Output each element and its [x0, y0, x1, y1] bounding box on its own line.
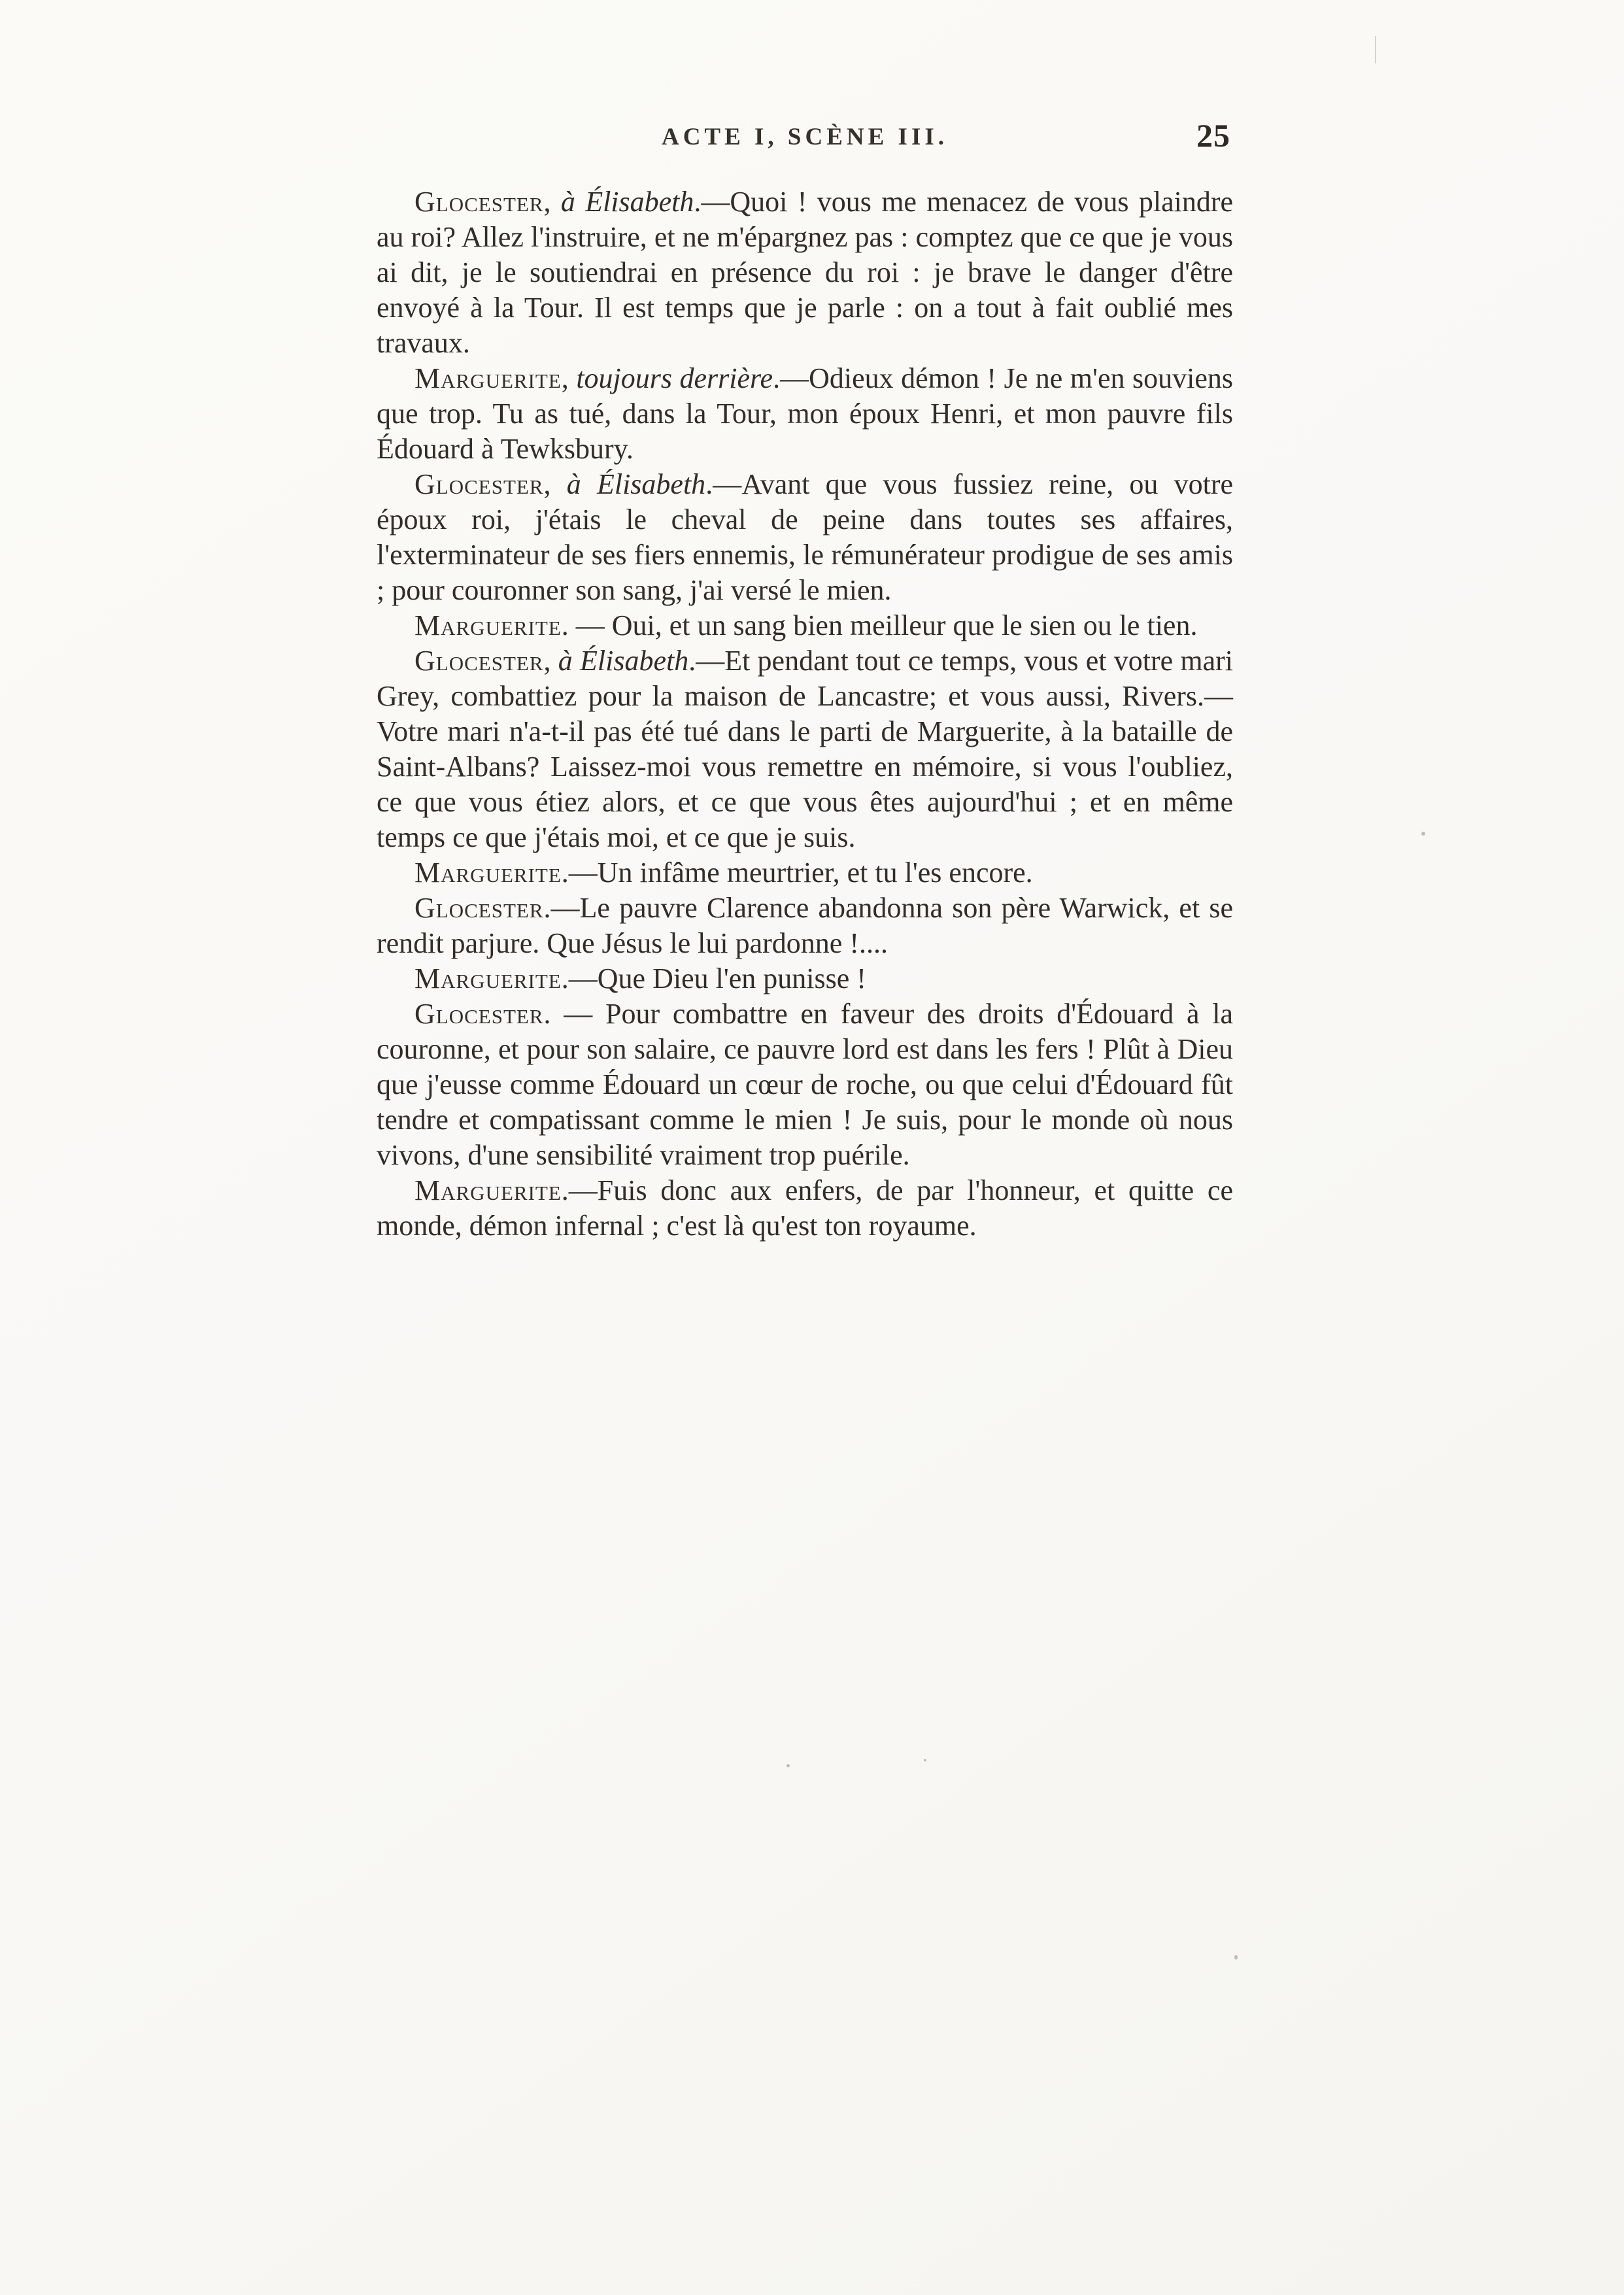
scan-artifact [1421, 832, 1425, 836]
dialogue-text: Fuis donc aux enfers, de par l'honneur, et quitte ce monde, démon infernal ; c'est là qu'est ton royaume. [377, 1174, 1233, 1242]
dialogue-text: Quoi ! vous me menacez de vous plaindre au roi? Allez l'instruire, et ne m'épargnez pas : comptez que ce que je vous ai dit, je le soutiendrai en présence du roi : je brave le danger d'être envoyé à la Tour. Il est temps que je parle : on a tout à fait oublié mes travaux. [377, 186, 1234, 359]
dialogue-lead: . — [543, 998, 605, 1030]
header-title: ACTE I, SCÈNE III. [661, 124, 949, 150]
speaker-name: Marguerite [414, 962, 562, 994]
scan-artifact [787, 1764, 790, 1767]
dialogue-paragraph [377, 891, 1233, 961]
dialogue-paragraph [377, 996, 1233, 1173]
dialogue-lead: .— [561, 962, 598, 994]
dialogue-paragraph [377, 643, 1233, 855]
dialogue-text: Le pauvre Clarence abandonna son père Warwick, et se rendit parjure. Que Jésus le lui pardonne !.... [377, 892, 1233, 959]
dialogue-paragraph [377, 855, 1233, 891]
dialogue-paragraph [377, 608, 1233, 643]
dialogue-text: Un infâme meurtrier, et tu l'es encore. [597, 857, 1033, 889]
dialogue-text: Et pendant tout ce temps, vous et votre mari Grey, combattiez pour la maison de Lancastre; et vous aussi, Rivers.—Votre mari n'a-t-il pas été tué dans le parti de Marguerite, à la bataille de Saint-Albans? Laissez-moi vous remettre en mémoire, si vous l'oubliez, ce que vous étiez alors, et ce que vous êtes aujourd'hui ; et en même temps ce que j'étais moi, et ce que je suis. [377, 645, 1234, 853]
scan-artifact [1375, 36, 1376, 63]
dialogue-lead: .— [773, 362, 809, 394]
speaker-name: Glocester [414, 892, 544, 924]
speaker-separator: , [561, 362, 577, 394]
dialogue-text: Pour combattre en faveur des droits d'Édouard à la couronne, et pour son salaire, ce pauvre lord est dans les fers ! Plût à Dieu que j'eusse comme Édouard un cœur de roche, ou que celui d'Édouard fût tendre et compatissant comme le mien ! Je suis, pour le monde où nous vivons, d'une sensibilité vraiment trop puérile. [377, 998, 1234, 1171]
dialogue-lead: .— [688, 645, 725, 677]
speaker-name: Glocester [414, 186, 544, 218]
speaker-name: Glocester [414, 468, 544, 500]
dialogue-paragraph [377, 361, 1233, 467]
running-header [377, 117, 1233, 162]
speaker-name: Marguerite [414, 857, 562, 889]
dialogue-text: Avant que vous fussiez reine, ou votre époux roi, j'étais le cheval de peine dans toutes ses affaires, l'exterminateur de ses fiers ennemis, le rémunérateur prodigue de ses amis ; pour couronner son sang, j'ai versé le mien. [377, 468, 1233, 606]
dialogue-lead: .— [561, 857, 598, 889]
dialogue-text: Que Dieu l'en punisse ! [597, 962, 866, 994]
text-block [377, 184, 1233, 1244]
scan-artifact [1234, 1955, 1238, 1960]
speaker-separator: , [543, 468, 567, 500]
dialogue-lead: .— [694, 186, 730, 218]
dialogue-paragraph [377, 961, 1233, 996]
speaker-name: Marguerite [414, 609, 562, 641]
stage-direction: à Élisabeth [558, 645, 689, 677]
speaker-name: Marguerite [414, 1174, 562, 1206]
dialogue-paragraph [377, 467, 1233, 608]
dialogue-text: Oui, et un sang bien meilleur que le sien ou le tien. [611, 609, 1198, 641]
dialogue-lead: .— [561, 1174, 598, 1206]
speaker-name: Marguerite [414, 362, 562, 394]
stage-direction: à Élisabeth [560, 186, 694, 218]
speaker-separator: , [543, 645, 558, 677]
stage-direction: toujours derrière [576, 362, 773, 394]
dialogue-paragraph [377, 1173, 1233, 1244]
speaker-name: Glocester [414, 998, 544, 1030]
stage-direction: à Élisabeth [566, 468, 706, 500]
page-number: 25 [1196, 117, 1230, 154]
scan-artifact [924, 1759, 926, 1761]
dialogue-lead: .— [705, 468, 742, 500]
dialogue-lead: . — [561, 609, 612, 641]
dialogue-text: Odieux démon ! Je ne m'en souviens que trop. Tu as tué, dans la Tour, mon époux Henri, et mon pauvre fils Édouard à Tewksbury. [377, 362, 1233, 465]
speaker-name: Glocester [414, 645, 544, 677]
dialogue-paragraph [377, 184, 1233, 361]
speaker-separator: , [543, 186, 561, 218]
dialogue-lead: .— [543, 892, 580, 924]
